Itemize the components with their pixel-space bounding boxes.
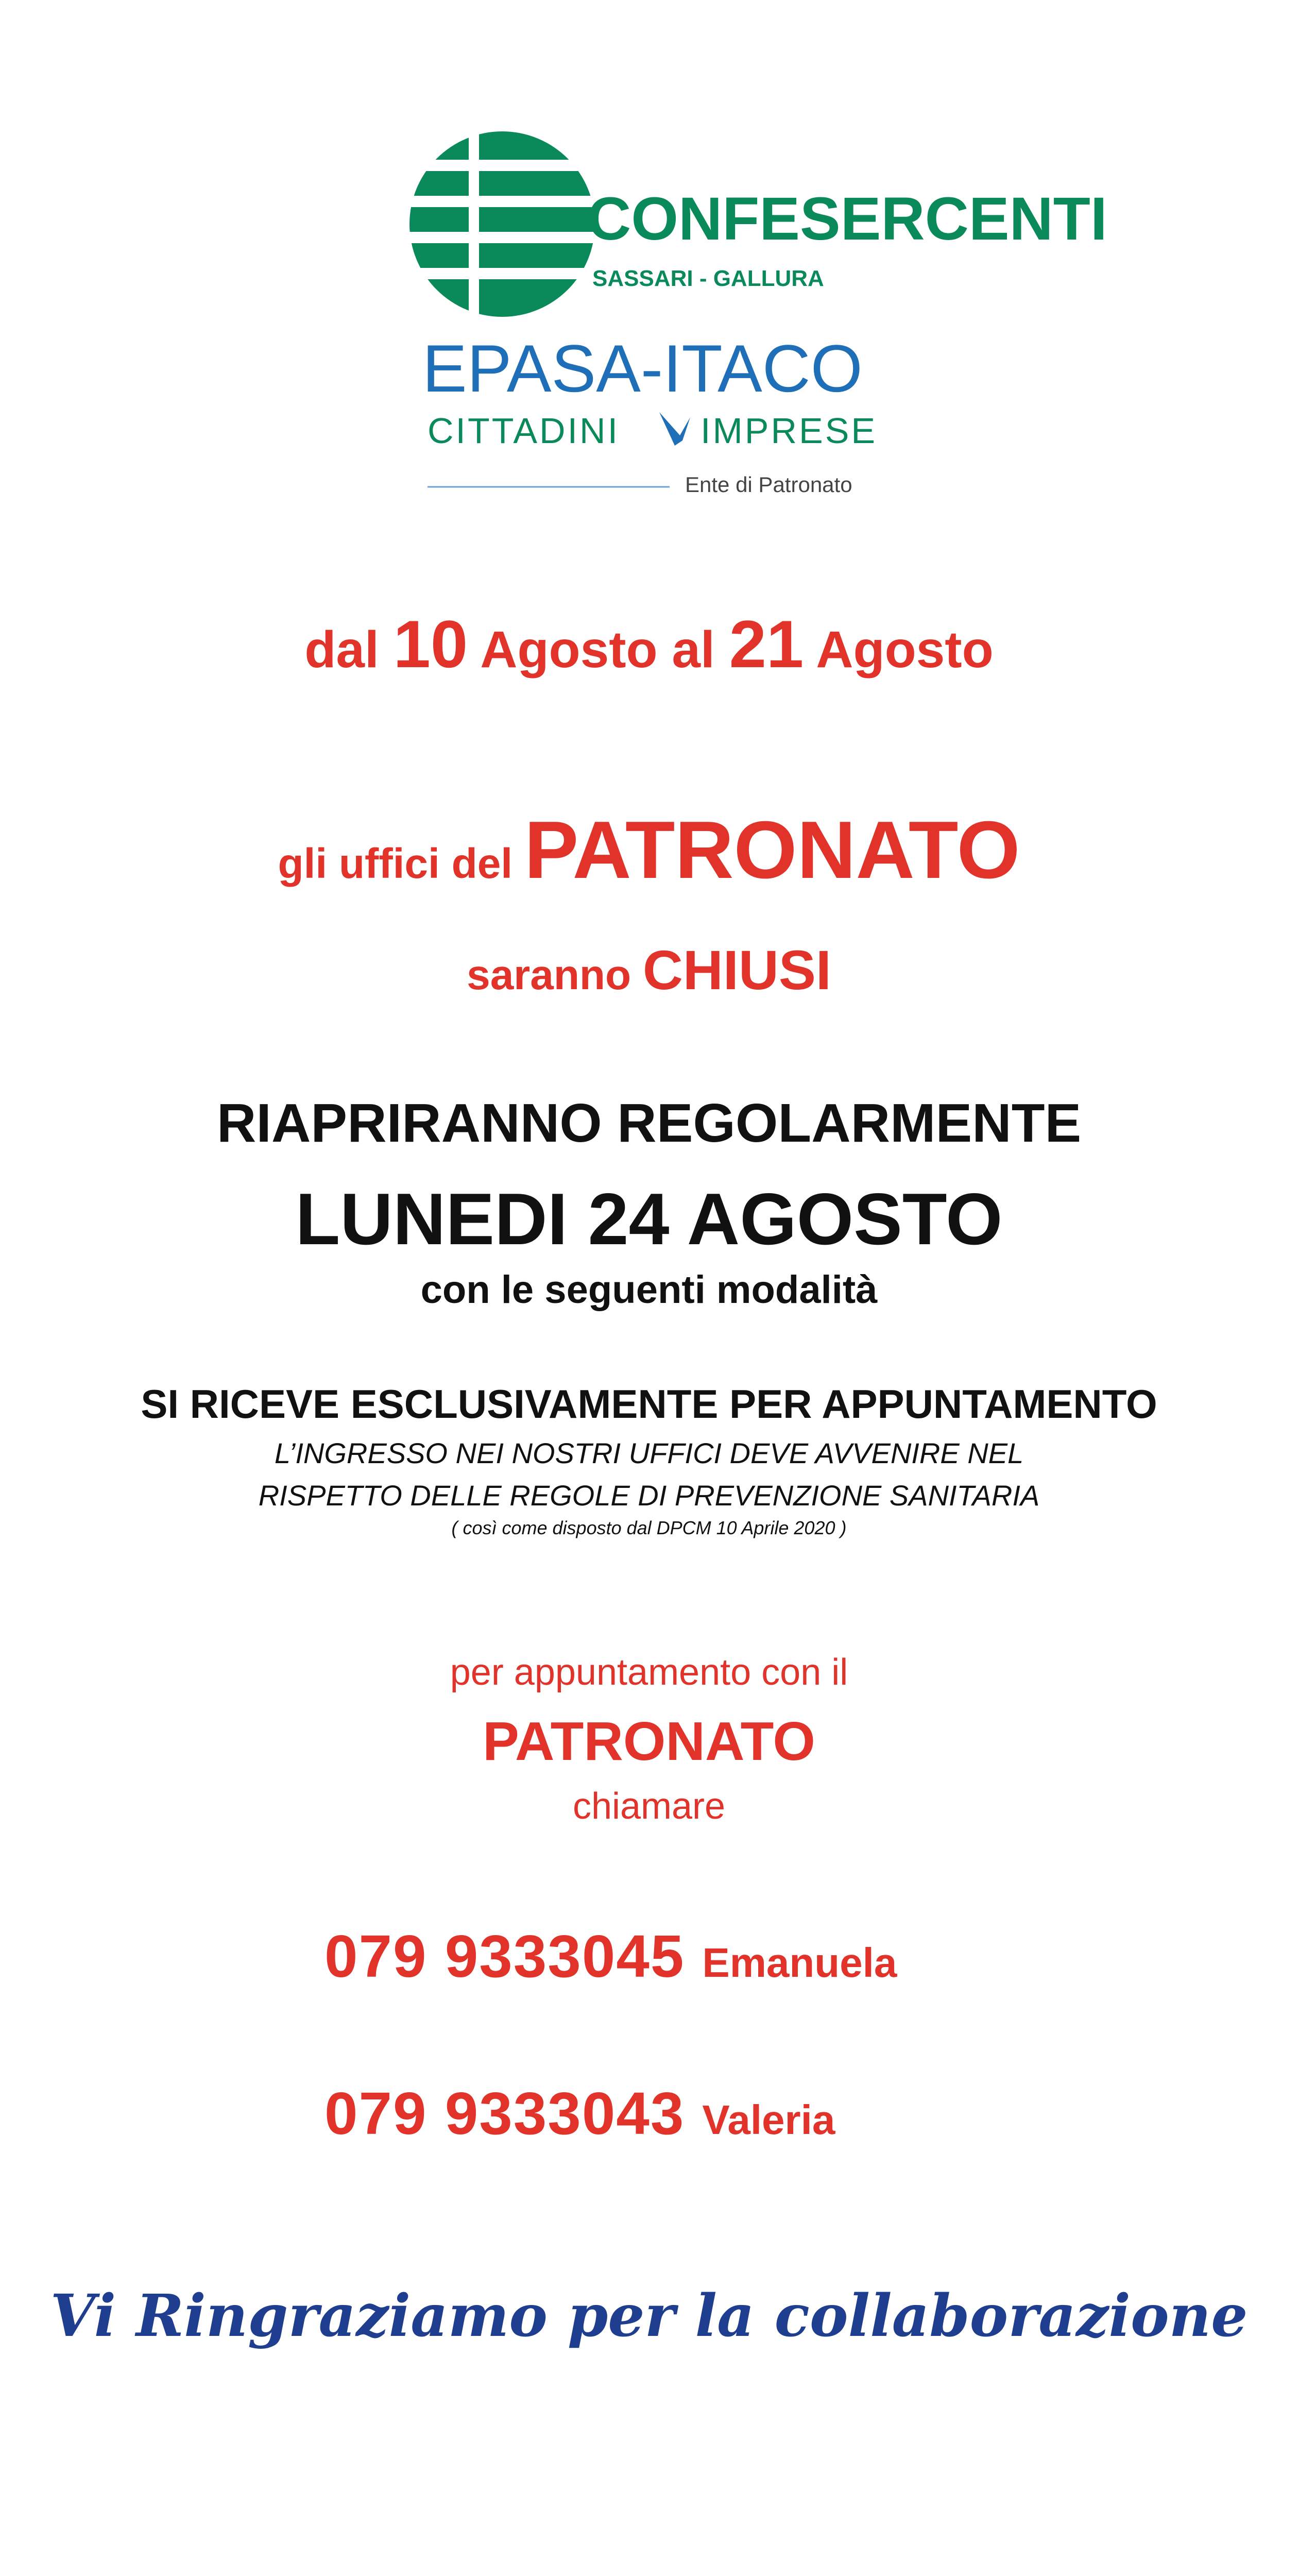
- epasa-tagline-left: CITTADINI: [428, 411, 620, 451]
- reopen-heading: RIAPRIRANNO REGOLARMENTE: [216, 1093, 1082, 1154]
- reopen-modes: con le seguenti modalità: [420, 1268, 878, 1312]
- closed-line: saranno CHIUSI: [467, 939, 831, 1001]
- epasa-tagline-right: IMPRESE: [701, 411, 878, 451]
- epasa-name: EPASA-ITACO: [422, 331, 863, 406]
- rule-line-2: RISPETTO DELLE REGOLE DI PREVENZIONE SANITARIA: [258, 1479, 1040, 1512]
- reopen-date: LUNEDI 24 AGOSTO: [295, 1178, 1003, 1260]
- rule-note: ( così come disposto dal DPCM 10 Aprile 2020 ): [451, 1517, 847, 1538]
- appointment-call: chiamare: [572, 1786, 726, 1827]
- confesercenti-subtitle: SASSARI - GALLURA: [592, 266, 824, 291]
- epasa-note: Ente di Patronato: [685, 472, 852, 497]
- appointment-patronato: PATRONATO: [483, 1711, 815, 1772]
- phone-number: 079 9333045: [324, 1923, 685, 1990]
- contact-valeria[interactable]: [324, 2079, 835, 2148]
- confesercenti-name: CONFESERCENTI: [587, 185, 1107, 253]
- contact-name: Valeria: [702, 2097, 835, 2143]
- contact-name: Emanuela: [702, 1940, 897, 1986]
- closing-dates: dal 10 Agosto al 21 Agosto: [304, 606, 994, 682]
- contact-emanuela[interactable]: [324, 1922, 897, 1991]
- bird-icon: [659, 412, 690, 446]
- epasa-itaco-logo: [422, 331, 886, 500]
- confesercenti-logo: [407, 129, 1107, 319]
- offices-line: gli uffici del PATRONATO: [278, 805, 1020, 895]
- appointment-rule: SI RICEVE ESCLUSIVAMENTE PER APPUNTAMENTO: [141, 1381, 1157, 1427]
- thanks-message: Vi Ringraziamo per la collaborazione: [50, 2282, 1248, 2350]
- appointment-intro: per appuntamento con il: [450, 1652, 848, 1693]
- rule-line-1: L’INGRESSO NEI NOSTRI UFFICI DEVE AVVENIRE NEL: [274, 1437, 1024, 1469]
- phone-number: 079 9333043: [324, 2080, 685, 2147]
